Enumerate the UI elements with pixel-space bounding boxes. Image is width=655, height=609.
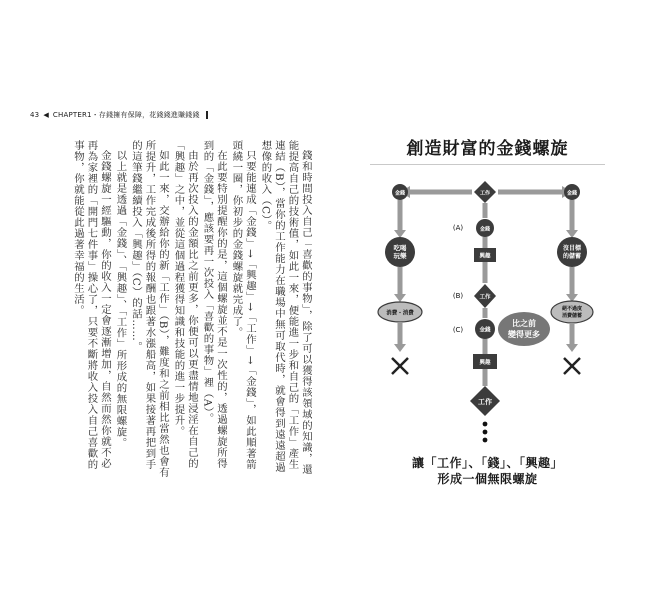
vertical-body-text [42, 140, 312, 480]
center-money-label: 金錢 [479, 226, 491, 233]
center-interest-label-1: 興趣 [479, 253, 491, 260]
body-paragraph: 在此要特別提醒你的是，這個螺旋並不是一次性的，透過螺旋所得到的「金錢」，應該要再一次投入「喜歡的事物」裡（A）。 [201, 140, 227, 470]
caption-line-1: 讓「工作」、「錢」、「興趣」 [411, 456, 563, 470]
right-step-label-2: 的儲蓄 [562, 253, 582, 260]
body-paragraph: 由於再次投入的金額比之前更多，你便可以更盡情地浸淫在自己的「興趣」之中，並從這個過程獲得知識和技能的進一步提升。 [172, 140, 198, 470]
running-header [30, 110, 208, 120]
right-start-label: 金錢 [566, 190, 578, 197]
body-paragraph: 以上就是透過「金錢」、「興趣」、「工作」所形成的無限螺旋。 [114, 150, 127, 449]
arrow-down-icon [566, 230, 578, 238]
figure-title: 創造財富的金錢螺旋 [406, 139, 569, 159]
center-interest-label-2: 興趣 [479, 360, 491, 366]
center-work-label-2: 工作 [479, 294, 491, 301]
arrow-down-icon [566, 344, 578, 352]
more-than-before-bubble [498, 312, 550, 346]
right-result-label-2: 消費儲蓄 [561, 313, 583, 319]
left-start-label: 金錢 [394, 190, 406, 197]
label-c: (C) [452, 326, 464, 334]
continuation-dot [483, 422, 488, 427]
arrow-down-icon [394, 230, 406, 238]
chapter-title: CHAPTER1・存錢擁有保障，花錢錢進賺錢錢 [52, 111, 200, 119]
bubble-text-1: 比之前 [512, 319, 536, 328]
page-number: 43 [30, 111, 40, 119]
body-paragraph: 只要能連成「金錢」→「興趣」→「工作」→「金錢」，如此順著箭頭繞一圈，你初步的金錢螺旋就完成了。 [230, 140, 256, 471]
center-money-label-2: 金錢 [479, 327, 491, 334]
body-paragraph: 錢和時間投入自己「喜歡的事物」，除了可以獲得該領域的知識，還能提高自己的技術值，如此一來，便能進一步和自己的「工作」產生連結（B），當你的工作能力在職場中無可取代時，就會得到遠遠超過想像的收入（C）。 [259, 140, 312, 476]
right-result-label-1: 絕不過度 [561, 306, 583, 312]
header-bar [206, 111, 208, 119]
bubble-text-2: 變得更多 [508, 330, 540, 339]
center-start-label: 工作 [479, 190, 491, 197]
continuation-dot [483, 430, 488, 435]
right-x-icon [564, 358, 580, 374]
left-step-label-2: 玩樂 [393, 252, 407, 260]
right-step-label-1: 沒目標 [562, 245, 582, 252]
body-paragraph: 如此一來，交辦給你的新「工作」（B），難度和之前相比當然也會有所提升，工作完成後所得的報酬也跟著水漲船高，如果接著再把到手的這筆錢繼續投入「興趣」（C）的話……。 [130, 140, 169, 479]
arrow-down-icon [394, 344, 406, 352]
left-step-label-1: 吃喝 [393, 244, 407, 252]
spiral-diagram [370, 120, 605, 480]
spiral-figure [370, 120, 605, 486]
continuation-dot [483, 438, 488, 443]
center-work-label-3: 工作 [478, 398, 492, 406]
arrow-down-icon [394, 294, 406, 302]
label-b: (B) [452, 292, 464, 300]
left-result-label: 消費・消費 [386, 310, 414, 317]
triangle-icon: ◀ [43, 111, 49, 119]
left-x-icon [392, 358, 408, 374]
label-a: (A) [452, 224, 464, 232]
body-paragraph: 金錢螺旋一經驅動，你的收入一定會逐漸增加，自然而然你就不必再為家裡的「開門七件事」操心了，只要不斷將收入投入自己喜歡的事物，你就能從此過著幸福的生活。 [72, 140, 111, 470]
right-result-badge [551, 301, 593, 323]
right-step-circle [557, 237, 587, 267]
caption-line-2: 形成一個無限螺旋 [437, 472, 538, 486]
